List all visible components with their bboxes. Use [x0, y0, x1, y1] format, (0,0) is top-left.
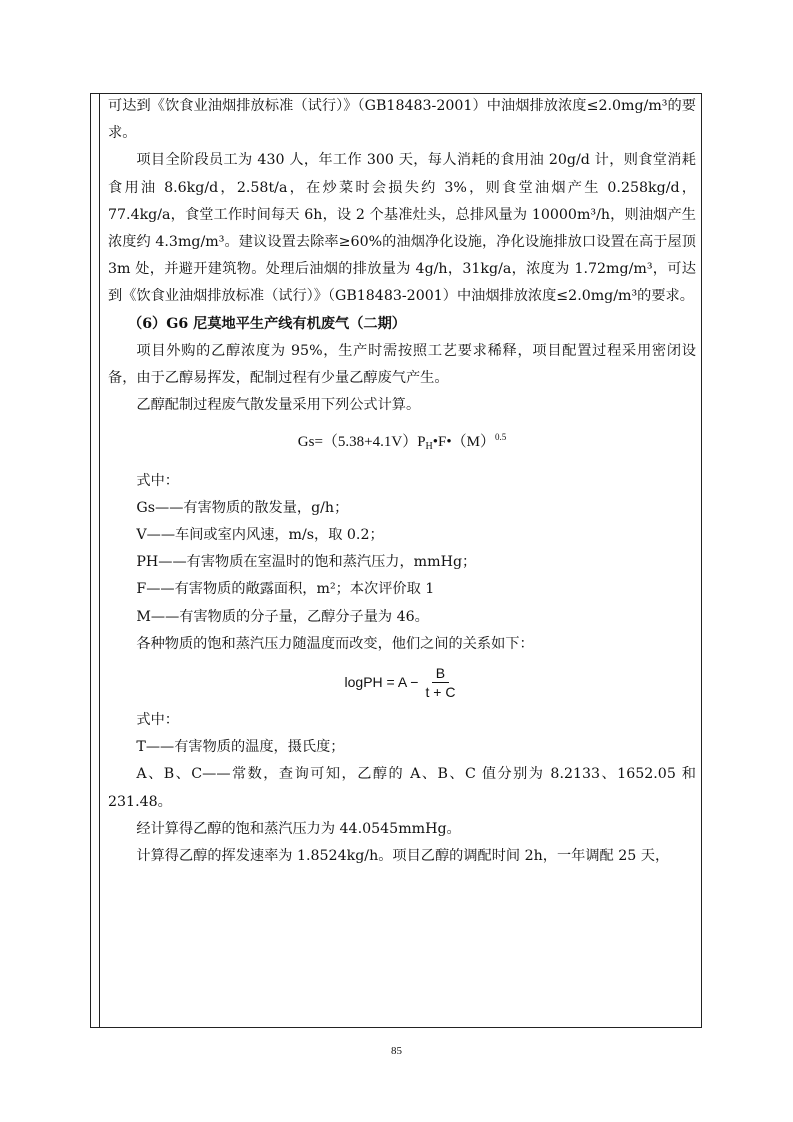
definition-t: T——有害物质的温度，摄氏度；: [136, 739, 345, 756]
page-number: 85: [391, 1045, 402, 1057]
formula2-lhs: logPH = A −: [344, 673, 419, 690]
section-heading-g6: （6）G6 尼莫地平生产线有机废气（二期）: [128, 315, 406, 332]
paragraph-canteen-fume: 项目全阶段员工为 430 人，年工作 300 天，每人消耗的食用油 20g/d 计，则食堂消耗食用油 8.6kg/d，2.58t/a，在炒菜时会损失约 3%，则食堂油烟产生 0.258kg/d，77.4kg/a，食堂工作时间每天 6h，设 2 个基准灶头，总排风量为 10000m³/h，则油烟产生浓度约 4.3mg/m³。建议设置去除率≥60%的油烟净化设施，净化设施排放口设置在高于屋顶 3m 处，并避开建筑物。处理后油烟的排放量为 4g/h，31kg/a，浓度为 1.72mg/m³，可达到《饮食业油烟排放标准（试行）》（GB18483-2001）中油烟排放浓度≤2.0mg/m³的要求。: [108, 152, 696, 305]
paragraph-result-pressure: 经计算得乙醇的饱和蒸汽压力为 44.0545mmHg。: [136, 820, 461, 837]
formula2-denominator: t + C: [425, 684, 456, 701]
paragraph-volatilization-rate: 计算得乙醇的挥发速率为 1.8524kg/h。项目乙醇的调配时间 2h，一年调配 25 天，: [136, 848, 670, 865]
definition-gs: Gs——有害物质的散发量，g/h；: [136, 499, 349, 516]
left-column-line: [99, 94, 100, 1027]
formula2-numerator: B: [432, 664, 449, 683]
definition-v: V——车间或室内风速，m/s，取 0.2；: [136, 527, 384, 544]
formula-emission-rate: [108, 424, 696, 460]
paragraph-continuation: 可达到《饮食业油烟排放标准（试行）》（GB18483-2001）中油烟排放浓度≤2.0mg/m³的要求。: [108, 98, 696, 142]
formula-antoine: [108, 664, 696, 701]
where-label-1: 式中：: [136, 472, 179, 489]
formula1-exponent: 0.5: [494, 432, 507, 443]
formula1-subscript: H: [425, 441, 433, 453]
definition-ph: PH——有害物质在室温时的饱和蒸汽压力，mmHg；: [136, 554, 477, 571]
paragraph-vapor-pressure: 各种物质的饱和蒸汽压力随温度而改变，他们之间的关系如下：: [136, 635, 534, 652]
formula2-fraction: [421, 664, 459, 701]
definition-m: M——有害物质的分子量，乙醇分子量为 46。: [136, 608, 429, 625]
paragraph-formula-intro: 乙醇配制过程废气散发量采用下列公式计算。: [136, 397, 421, 414]
paragraph-ethanol-intro: 项目外购的乙醇浓度为 95%，生产时需按照工艺要求稀释，项目配置过程采用密闭设备，由于乙醇易挥发，配制过程有少量乙醇废气产生。: [108, 342, 696, 387]
document-body: [108, 93, 696, 870]
definition-f: F——有害物质的敞露面积，m²；本次评价取 1: [136, 581, 435, 598]
formula1-rest: •F•（M）: [432, 434, 495, 451]
formula1-main: Gs=（5.38+4.1V）P: [297, 434, 426, 451]
definition-abc: A、B、C——常数，查询可知，乙醇的 A、B、C 值分别为 8.2133、1652.05 和 231.48。: [108, 766, 696, 810]
where-label-2: 式中：: [136, 712, 179, 729]
